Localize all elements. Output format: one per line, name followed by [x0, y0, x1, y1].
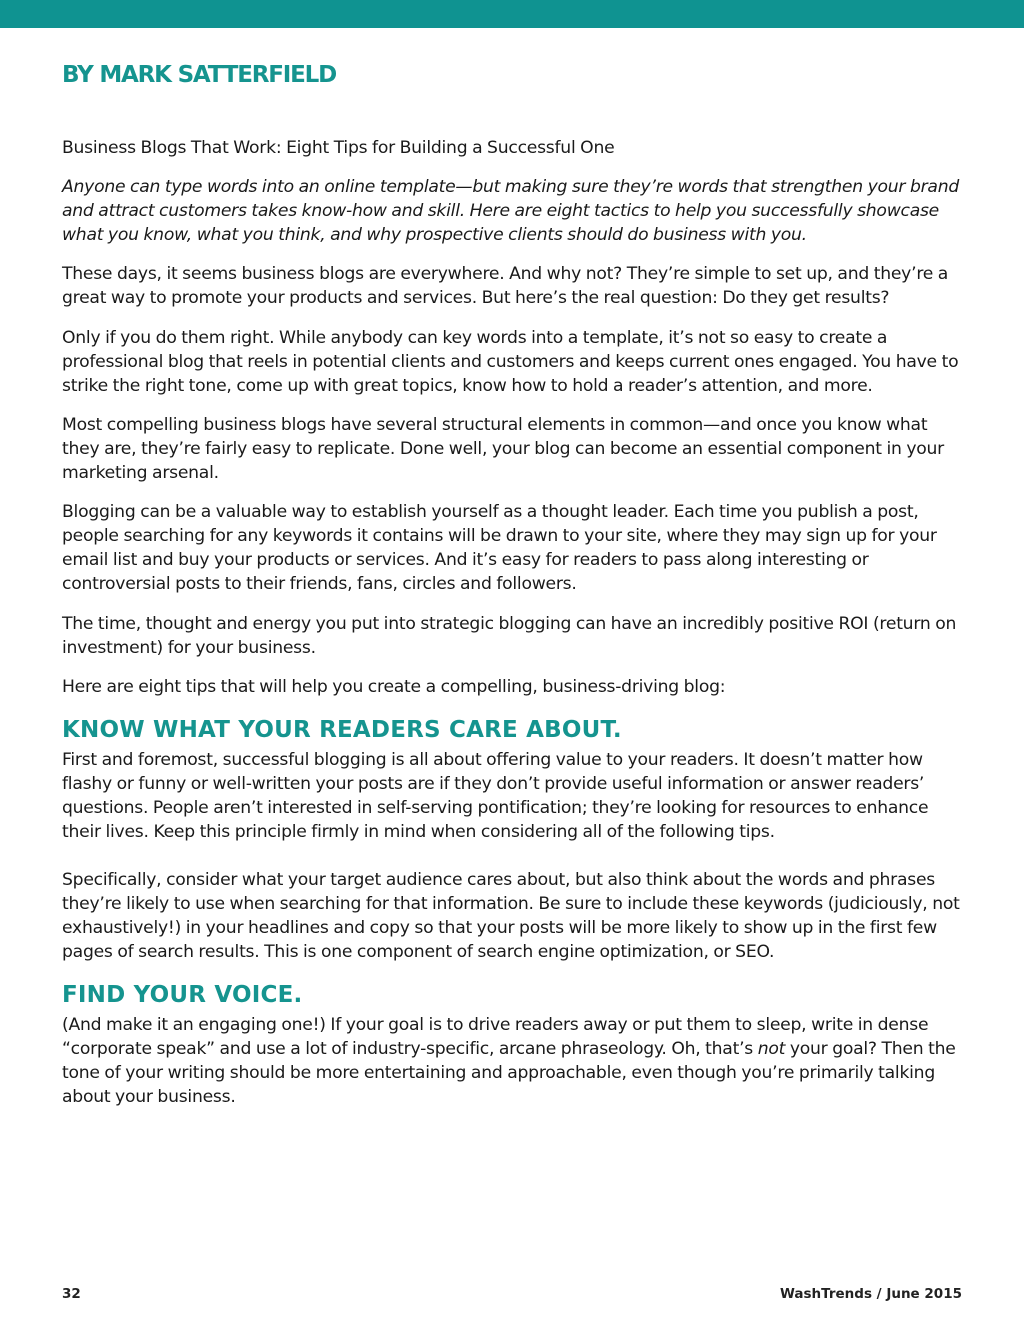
paragraph: Most compelling business blogs have several structural elements in common—and once you know what they are, they’re fairly easy to replicate. Done well, your blog can become an essential component in your marketing arsenal.	[62, 414, 944, 484]
paragraph-voice	[62, 1013, 968, 1109]
page-number: 32	[62, 1286, 81, 1302]
article-title: Business Blogs That Work: Eight Tips for Building a Successful One	[62, 138, 615, 158]
paragraph: First and foremost, successful blogging is all about offering value to your readers. It doesn’t matter how flashy or funny or well-written your posts are if they don’t provide useful information or answer readers’ questions. People aren’t interested in self-serving pontification; they’re looking for resources to enhance their lives. Keep this principle firmly in mind when considering all of the following tips.	[62, 749, 929, 843]
paragraph: Blogging can be a valuable way to establish yourself as a thought leader. Each time you publish a post, people searching for any keywords it contains will be drawn to your site, where they may sign up for your email list and buy your products or services. And it’s easy for readers to pass along interesting or controversial posts to their friends, fans, circles and followers.	[62, 502, 937, 595]
article-intro: Anyone can type words into an online template—but making sure they’re words that strengthen your brand and attract customers takes know-how and skill. Here are eight tactics to help you successfully showcase what you know, what you think, and why prospective clients should do business with you.	[62, 177, 960, 246]
paragraph: These days, it seems business blogs are everywhere. And why not? They’re simple to set up, and they’re a great way to promote your products and services. But here’s the real question: Do they get results?	[62, 264, 949, 309]
author-byline: BY MARK SATTERFIELD	[62, 62, 336, 88]
paragraph: Only if you do them right. While anybody can key words into a template, it’s not so easy to create a professional blog that reels in potential clients and customers and keeps current ones engaged. You have to strike the right tone, come up with great topics, know how to hold a reader’s attention, and more.	[62, 327, 959, 396]
text-run: your goal? Then the tone of your writing should be more entertaining and approachable, even though you’re primarily talking about your business.	[62, 1038, 956, 1107]
header-accent-bar	[0, 0, 1024, 28]
text-run: (And make it an engaging one!) If your goal is to drive readers away or put them to sleep, write in dense “corporate speak” and use a lot of industry-specific, arcane phraseology. Oh, that’s	[62, 1014, 929, 1059]
paragraph: The time, thought and energy you put into strategic blogging can have an incredibly positive ROI (return on investment) for your business.	[62, 613, 957, 658]
section-heading-voice: FIND YOUR VOICE.	[62, 981, 303, 1008]
paragraph: Specifically, consider what your target audience cares about, but also think about the words and phrases they’re likely to use when searching for that information. Be sure to include these keywords (judiciously, not exhaustively!) in your headlines and copy so that your posts will be more likely to show up in the first few pages of search results. This is one component of search engine optimization, or SEO.	[62, 870, 960, 963]
emphasis-not: not	[757, 1038, 786, 1059]
paragraph: Here are eight tips that will help you create a compelling, business-driving blog:	[62, 676, 726, 697]
article-body	[62, 136, 968, 1124]
section-heading-readers: KNOW WHAT YOUR READERS CARE ABOUT.	[62, 716, 622, 743]
publication-info: WashTrends / June 2015	[779, 1286, 962, 1302]
